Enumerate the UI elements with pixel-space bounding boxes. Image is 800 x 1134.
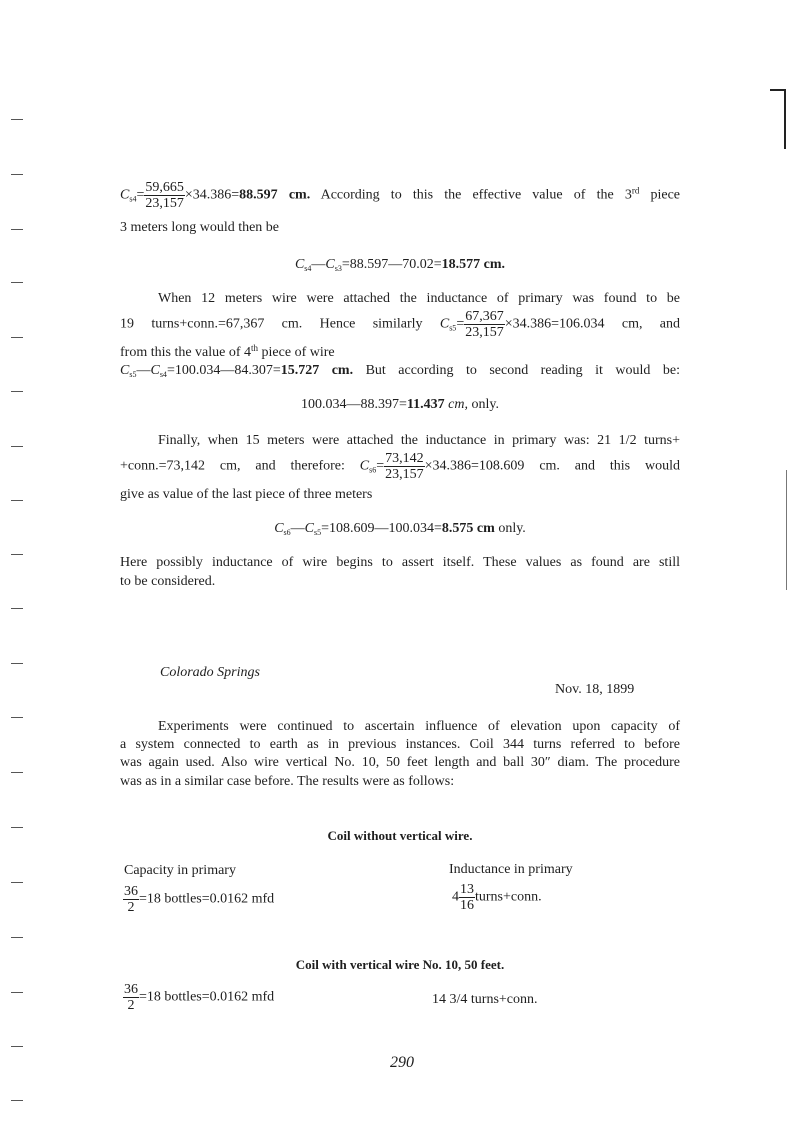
text-fragment: According to this the effective value of the 3 bbox=[320, 187, 632, 203]
result-value: 18.577 cm. bbox=[441, 257, 506, 272]
text-fragment: only. bbox=[498, 521, 526, 536]
capacity-value bbox=[123, 982, 274, 1013]
fraction bbox=[123, 884, 139, 915]
dash: — bbox=[311, 257, 326, 272]
fraction-denominator: 16 bbox=[460, 898, 474, 913]
equation-1 bbox=[120, 256, 680, 274]
text-line: Here possibly inductance of wire begins to assert itself. These values as found are still bbox=[120, 555, 680, 570]
symbol-c: C bbox=[325, 257, 335, 272]
dash: — bbox=[290, 521, 305, 536]
fraction bbox=[384, 451, 425, 482]
fraction-denominator: 2 bbox=[127, 998, 135, 1013]
expression: =88.597—70.02= bbox=[341, 257, 442, 272]
text-line: to be considered. bbox=[120, 574, 216, 589]
text-fragment: piece of wire bbox=[261, 345, 335, 360]
fraction-denominator: 23,157 bbox=[465, 325, 504, 340]
formula-cs5-cs4-line bbox=[120, 362, 680, 380]
inductance-value bbox=[452, 882, 542, 913]
symbol-c: C bbox=[120, 363, 130, 378]
column-header-capacity: Capacity in primary bbox=[124, 863, 236, 878]
text-line bbox=[120, 344, 335, 362]
subscript: s5 bbox=[129, 370, 137, 379]
text-line: 3 meters long would then be bbox=[120, 220, 280, 235]
subscript: s3 bbox=[334, 264, 342, 273]
place-heading: Colorado Springs bbox=[160, 665, 260, 680]
symbol-c: C bbox=[150, 363, 160, 378]
superscript: rd bbox=[631, 185, 640, 196]
date-heading: Nov. 18, 1899 bbox=[555, 682, 635, 697]
fraction-denominator: 23,157 bbox=[385, 467, 424, 482]
expression: =108.609—100.034= bbox=[321, 521, 442, 536]
dash: — bbox=[136, 363, 151, 378]
equals: = bbox=[376, 458, 385, 474]
expression: =100.034—84.307= bbox=[166, 363, 281, 378]
superscript: th bbox=[251, 343, 259, 353]
result-value: 15.727 cm. bbox=[280, 363, 354, 378]
formula-cs5-line bbox=[120, 309, 680, 340]
fraction bbox=[464, 309, 505, 340]
symbol-c: C bbox=[439, 316, 450, 332]
fraction-numerator: 67,367 bbox=[465, 309, 504, 324]
text-fragment: =18 bottles=0.0162 mfd bbox=[139, 989, 275, 1005]
text-fragment: But according to second reading it would be: bbox=[365, 363, 680, 378]
text-line: give as value of the last piece of three meters bbox=[120, 487, 373, 502]
text-fragment: from this the value of 4 bbox=[120, 345, 252, 360]
equation-2 bbox=[120, 396, 680, 414]
subscript: s5 bbox=[314, 528, 322, 537]
symbol-c: C bbox=[304, 521, 314, 536]
symbol-c: C bbox=[120, 187, 130, 203]
expression: 100.034—88.397= bbox=[301, 397, 407, 412]
fraction-numerator: 36 bbox=[124, 884, 138, 899]
fraction-numerator: 13 bbox=[460, 882, 474, 897]
section-heading: Coil without vertical wire. bbox=[327, 828, 473, 843]
text-fragment: =18 bottles=0.0162 mfd bbox=[139, 891, 275, 907]
text-line: was as in a similar case before. The results were as follows: bbox=[120, 774, 455, 789]
text-fragment: piece bbox=[650, 187, 681, 203]
text-line: Experiments were continued to ascertain influence of elevation upon capacity of bbox=[158, 719, 680, 734]
text-line: was again used. Also wire vertical No. 10, 50 feet length and ball 30″ diam. The procedure bbox=[120, 755, 680, 770]
fraction bbox=[123, 982, 139, 1013]
text-fragment: +conn.=73,142 cm, and therefore: bbox=[120, 458, 345, 474]
inductance-value: 14 3/4 turns+conn. bbox=[432, 992, 538, 1007]
subscript: s4 bbox=[304, 264, 312, 273]
fraction-numerator: 73,142 bbox=[385, 451, 424, 466]
capacity-value bbox=[123, 884, 274, 915]
text-fragment: ×34.386=108.609 cm. and this would bbox=[424, 458, 680, 474]
equation-3 bbox=[120, 520, 680, 538]
text-line: When 12 meters wire were attached the inductance of primary was found to be bbox=[158, 291, 680, 306]
multiplier: ×34.386= bbox=[184, 187, 240, 203]
fraction bbox=[459, 882, 475, 913]
whole-number: 4 bbox=[452, 889, 459, 905]
subscript: s4 bbox=[129, 194, 137, 204]
result-value: 8.575 cm bbox=[441, 521, 495, 536]
symbol-c: C bbox=[274, 521, 284, 536]
unit: cm, bbox=[448, 397, 468, 412]
text-line: Finally, when 15 meters were attached the inductance in primary was: 21 1/2 turns+ bbox=[158, 433, 680, 448]
fraction-numerator: 36 bbox=[124, 982, 138, 997]
subscript: s4 bbox=[159, 370, 167, 379]
equals: = bbox=[456, 316, 465, 332]
formula-cs4-line: $C_{s4}=$ $\frac{59,665}{23,157}$ ×34.386=88.597 cm. According to this the effective value of the 3rd piece bbox=[120, 180, 681, 211]
page-edge-line bbox=[786, 470, 787, 590]
text-fragment: ×34.386=106.034 cm, and bbox=[504, 316, 681, 332]
result-value: 11.437 bbox=[406, 397, 445, 412]
fraction-numerator: 59,665 bbox=[145, 180, 184, 195]
subscript: s6 bbox=[283, 528, 291, 537]
page-number: 290 bbox=[390, 1054, 414, 1071]
text-fragment: only. bbox=[471, 397, 499, 412]
text-fragment: 19 turns+conn.=67,367 cm. Hence similarly bbox=[120, 316, 423, 332]
symbol-c: C bbox=[294, 257, 305, 272]
symbol-c: C bbox=[359, 458, 370, 474]
fraction bbox=[144, 180, 185, 211]
column-header-inductance: Inductance in primary bbox=[449, 862, 573, 877]
section-heading: Coil with vertical wire No. 10, 50 feet. bbox=[295, 957, 505, 972]
subscript: s5 bbox=[449, 323, 457, 333]
text-line: a system connected to earth as in previous instances. Coil 344 turns referred to before bbox=[120, 737, 680, 752]
subscript: s6 bbox=[369, 465, 377, 475]
fraction-denominator: 2 bbox=[127, 900, 135, 915]
page-edge-bracket bbox=[784, 89, 786, 149]
formula-cs6-line bbox=[120, 451, 680, 482]
text-fragment: turns+conn. bbox=[475, 889, 542, 905]
fraction-denominator: 23,157 bbox=[145, 196, 184, 211]
result-value: 88.597 cm. bbox=[239, 187, 311, 203]
